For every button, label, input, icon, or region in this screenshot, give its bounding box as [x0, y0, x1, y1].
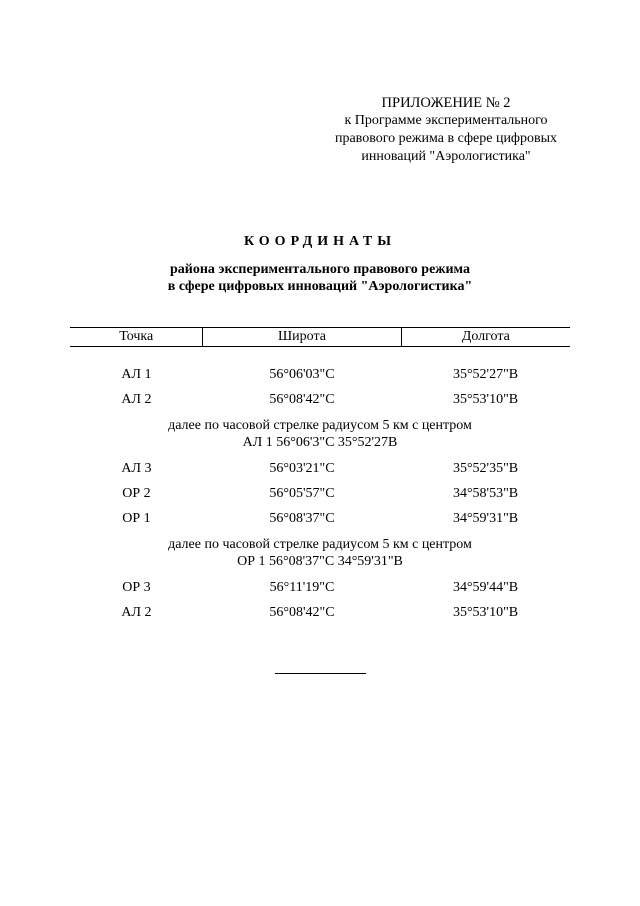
cell-longitude: 35°53'10"В — [452, 604, 519, 620]
cell-point: АЛ 2 — [121, 391, 152, 407]
table-row — [70, 362, 570, 387]
header-point: Точка — [70, 328, 203, 347]
appendix-header — [316, 94, 576, 166]
coordinates-table — [70, 327, 570, 625]
separator-line — [275, 673, 366, 674]
table-row — [70, 456, 570, 481]
cell-longitude: 34°59'44"В — [452, 579, 519, 595]
cell-point: АЛ 1 — [121, 366, 152, 382]
cell-latitude: 56°11'19"С — [269, 579, 335, 595]
note-line: далее по часовой стрелке радиусом 5 км с центром — [168, 418, 472, 433]
table-note-row — [70, 531, 570, 575]
appendix-heading: ПРИЛОЖЕНИЕ № 2 — [381, 95, 511, 111]
table-row — [70, 481, 570, 506]
appendix-line: правового режима в сфере цифровых — [334, 131, 558, 146]
note-cell — [70, 412, 570, 456]
note-cell — [70, 531, 570, 575]
cell-longitude: 35°53'10"В — [452, 391, 519, 407]
appendix-line: инноваций "Аэрологистика" — [361, 149, 531, 164]
note-line: ОР 1 56°08'37"С 34°59'31"В — [237, 554, 403, 569]
table-row — [70, 387, 570, 412]
header-longitude: Долгота — [401, 328, 570, 347]
note-line: АЛ 1 56°06'3"С 35°52'27В — [242, 435, 398, 450]
cell-latitude: 56°05'57"С — [269, 485, 335, 501]
subtitle-line: района экспериментального правового режима — [170, 262, 470, 277]
table-note-row — [70, 412, 570, 456]
cell-latitude: 56°08'37"С — [269, 510, 335, 526]
table-row — [70, 600, 570, 625]
table-body — [70, 347, 570, 626]
document-title: КООРДИНАТЫ — [243, 234, 396, 249]
cell-point: ОР 2 — [122, 485, 151, 501]
appendix-line: к Программе экспериментального — [344, 113, 548, 128]
subtitle-line: в сфере цифровых инноваций "Аэрологистика" — [167, 279, 473, 294]
table-row — [70, 506, 570, 531]
cell-latitude: 56°08'42"С — [269, 391, 335, 407]
cell-longitude: 35°52'27"В — [452, 366, 519, 382]
document-subtitle — [0, 261, 640, 295]
cell-latitude: 56°03'21"С — [269, 460, 335, 476]
note-line: далее по часовой стрелке радиусом 5 км с центром — [168, 537, 472, 552]
cell-point: ОР 3 — [122, 579, 151, 595]
cell-latitude: 56°06'03"С — [269, 366, 335, 382]
cell-longitude: 35°52'35"В — [452, 460, 519, 476]
cell-point: АЛ 3 — [121, 460, 152, 476]
cell-longitude: 34°59'31"В — [452, 510, 519, 526]
cell-longitude: 34°58'53"В — [452, 485, 519, 501]
table-row — [70, 575, 570, 600]
header-latitude: Широта — [203, 328, 401, 347]
cell-point: АЛ 2 — [121, 604, 152, 620]
cell-point: ОР 1 — [122, 510, 151, 526]
cell-latitude: 56°08'42"С — [269, 604, 335, 620]
table-spacer — [70, 347, 570, 363]
table-header-row — [70, 328, 570, 347]
